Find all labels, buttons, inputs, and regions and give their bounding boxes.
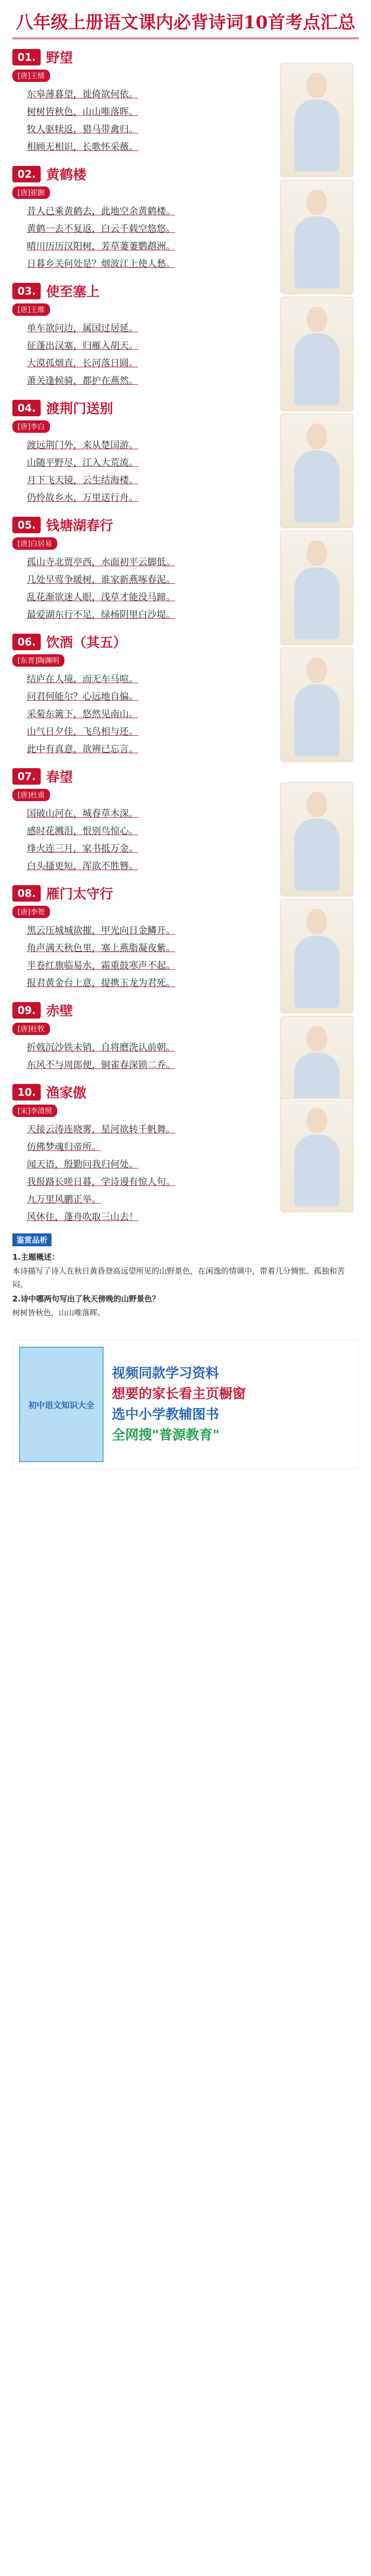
poem-section xyxy=(12,515,359,624)
poem-line: 单车欲问边，属国过居延。 xyxy=(27,323,138,334)
promo-line-2: 想要的家长看主页橱窗 xyxy=(112,1386,246,1402)
poet-portrait-image xyxy=(280,531,353,645)
poem-author: [唐]杜甫 xyxy=(12,789,50,801)
poem-line: 几处早莺争暖树，谁家新燕啄春泥。 xyxy=(27,574,175,585)
poet-portrait-image xyxy=(280,899,353,1013)
poem-line: 萧关逢候骑，都护在燕然。 xyxy=(27,376,138,386)
poem-author: [唐]李贺 xyxy=(12,906,50,918)
promo-line-3: 选中小学教辅图书 xyxy=(112,1407,220,1422)
poem-author: [东晋]陶渊明 xyxy=(12,654,64,667)
poem-title: 渔家傲 xyxy=(46,1086,87,1101)
poem-line: 黑云压城城欲摧，甲光向日金鳞开。 xyxy=(27,925,175,936)
book-cover xyxy=(19,1347,104,1462)
poem-line: 东皋薄暮望，徙倚欲何依。 xyxy=(27,89,138,100)
poem-line: 此中有真意，欲辨已忘言。 xyxy=(27,744,138,755)
book-title: 初中语文知识大全 xyxy=(28,1400,94,1410)
poem-line: 征蓬出汉塞，归雁入胡天。 xyxy=(27,341,138,351)
poem-line: 闻天语，殷勤问我归何处。 xyxy=(27,1159,138,1170)
poem-line: 仿佛梦魂归帝所。 xyxy=(27,1142,101,1153)
portrait-head-shape xyxy=(307,307,327,332)
poem-line: 山随平野尽，江入大荒流。 xyxy=(27,457,138,468)
portrait-head-shape xyxy=(307,1026,327,1052)
poem-line: 东风不与周郎便，铜雀春深锁二乔。 xyxy=(27,1060,175,1071)
promo-line-4: 全网搜"普源教育" xyxy=(112,1428,220,1443)
poem-line: 半卷红旗临易水，霜重鼓寒声不起。 xyxy=(27,960,175,971)
poem-section xyxy=(12,1001,359,1074)
portrait-head-shape xyxy=(307,423,327,449)
poem-line: 牧人驱犊返，猎马带禽归。 xyxy=(27,124,138,135)
poem-line: 我报路长嗟日暮，学诗谩有惊人句。 xyxy=(27,1177,175,1188)
poem-author: [唐]白居易 xyxy=(12,537,57,550)
poem-number: 07. xyxy=(12,768,41,785)
poem-line: 烽火连三月，家书抵万金。 xyxy=(27,843,138,854)
portrait-body-shape xyxy=(294,333,340,405)
poet-portrait-image xyxy=(280,414,353,528)
poem-number: 01. xyxy=(12,49,41,65)
poem-title: 钱塘湖春行 xyxy=(46,518,113,534)
poem-line: 大漠孤烟直，长河落日圆。 xyxy=(27,358,138,369)
poem-section xyxy=(12,164,359,273)
poem-title: 野望 xyxy=(46,50,73,66)
poem-line: 报君黄金台上意，提携玉龙为君死。 xyxy=(27,978,175,989)
poem-line: 九万里风鹏正举。 xyxy=(27,1194,101,1205)
portrait-head-shape xyxy=(307,73,327,98)
poem-line: 折戟沉沙铁未销，自将磨洗认前朝。 xyxy=(27,1042,175,1053)
poem-line: 国破山河在，城春草木深。 xyxy=(27,808,138,819)
portrait-body-shape xyxy=(294,819,340,891)
portrait-head-shape xyxy=(307,909,327,935)
poet-portrait-image xyxy=(280,63,353,177)
poem-title: 饮酒（其五） xyxy=(46,635,127,651)
page-title: 八年级上册语文课内必背诗词10首考点汇总 xyxy=(12,0,359,39)
poem-line: 仍怜故乡水，万里送行舟。 xyxy=(27,493,138,503)
poem-line: 结庐在人境，而无车马喧。 xyxy=(27,674,138,685)
portrait-head-shape xyxy=(307,190,327,215)
poem-author: [唐]王维 xyxy=(12,303,50,316)
poem-line: 感时花溅泪，恨别鸟惊心。 xyxy=(27,826,138,837)
question-2: 2.诗中哪两句写出了秋天傍晚的山野景色？ xyxy=(12,1294,160,1303)
poem-title: 黄鹤楼 xyxy=(46,167,87,183)
poem-section xyxy=(12,281,359,390)
poem-line: 渡远荆门外，来从楚国游。 xyxy=(27,440,138,451)
poem-number: 03. xyxy=(12,283,41,299)
poem-number: 08. xyxy=(12,885,41,902)
portrait-body-shape xyxy=(294,216,340,289)
poem-line: 天接云涛连晓雾，星河欲转千帆舞。 xyxy=(27,1124,175,1135)
portrait-body-shape xyxy=(294,567,340,639)
poet-portrait-image xyxy=(280,180,353,294)
poem-section xyxy=(12,1082,359,1226)
poem-line: 月下飞天镜，云生结海楼。 xyxy=(27,475,138,486)
poem-number: 09. xyxy=(12,1002,41,1019)
poet-portrait-image xyxy=(280,648,353,762)
poem-line: 问君何能尔？心远地自偏。 xyxy=(27,691,138,702)
poem-number: 04. xyxy=(12,400,41,416)
poem-line: 角声满天秋色里，塞上燕脂凝夜紫。 xyxy=(27,943,175,954)
poem-line: 山气日夕佳，飞鸟相与还。 xyxy=(27,726,138,737)
appreciation-tag: 鉴赏品析 xyxy=(12,1233,52,1246)
poem-section xyxy=(12,47,359,156)
promo-line-1: 视频同款学习资料 xyxy=(112,1366,220,1381)
poem-section xyxy=(12,767,359,875)
portrait-body-shape xyxy=(294,450,340,522)
portrait-body-shape xyxy=(294,99,340,172)
poem-line: 采菊东篱下，悠然见南山。 xyxy=(27,709,138,720)
poem-author: [宋]李清照 xyxy=(12,1105,57,1117)
portrait-body-shape xyxy=(294,936,340,1008)
poem-author: [唐]杜牧 xyxy=(12,1023,50,1035)
portrait-head-shape xyxy=(307,792,327,818)
question-1: 1.主题概述： xyxy=(12,1252,60,1262)
promo-banner xyxy=(12,1340,359,1469)
poet-portrait-image xyxy=(280,297,353,411)
poet-portrait-image xyxy=(280,782,353,896)
portrait-head-shape xyxy=(307,540,327,566)
poem-line: 风休住，蓬舟吹取三山去！ xyxy=(27,1212,138,1223)
appreciation-block xyxy=(12,1233,359,1319)
poem-number: 06. xyxy=(12,634,41,650)
poem-section xyxy=(12,398,359,507)
poem-title: 雁门太守行 xyxy=(46,887,113,902)
poem-title: 赤壁 xyxy=(46,1004,73,1019)
answer-2: 树树皆秋色，山山唯落晖。 xyxy=(12,1308,106,1317)
poem-line: 孤山寺北贾亭西，水面初平云脚低。 xyxy=(27,557,175,568)
poem-title: 渡荆门送别 xyxy=(46,401,113,417)
poem-section xyxy=(12,884,359,992)
poem-line: 黄鹤一去不复返，白云千载空悠悠。 xyxy=(27,224,175,234)
poem-line: 日暮乡关何处是？烟波江上使人愁。 xyxy=(27,259,175,269)
answer-1: 本诗描写了诗人在秋日黄昏登高远望所见的山野景色，在闲逸的情调中，带着几分惆怅、孤独和苦闷。 xyxy=(12,1266,345,1289)
portrait-body-shape xyxy=(294,1134,340,1207)
portrait-head-shape xyxy=(307,1108,327,1133)
portrait-head-shape xyxy=(307,657,327,683)
poet-portrait-image xyxy=(280,1098,353,1212)
poem-author: [唐]崔颢 xyxy=(12,187,50,199)
poem-author: [唐]王绩 xyxy=(12,70,50,82)
poem-line: 相顾无相识，长歌怀采薇。 xyxy=(27,142,138,152)
poem-number: 05. xyxy=(12,517,41,533)
poem-author: [唐]李白 xyxy=(12,420,50,433)
poem-line: 最爱湖东行不足，绿杨阴里白沙堤。 xyxy=(27,609,175,620)
poem-line: 树树皆秋色，山山唯落晖。 xyxy=(27,107,138,117)
poem-number: 10. xyxy=(12,1084,41,1100)
poem-line: 昔人已乘黄鹤去，此地空余黄鹤楼。 xyxy=(27,206,175,217)
promo-text xyxy=(112,1363,246,1446)
poem-list xyxy=(0,47,371,1226)
poem-line: 白头搔更短，浑欲不胜簪。 xyxy=(27,861,138,872)
poem-title: 使至塞上 xyxy=(46,284,100,300)
poem-number: 02. xyxy=(12,166,41,182)
portrait-body-shape xyxy=(294,684,340,756)
poem-line: 晴川历历汉阳树，芳草萋萋鹦鹉洲。 xyxy=(27,241,175,252)
poem-section xyxy=(12,632,359,758)
poem-line: 乱花渐欲迷人眼，浅草才能没马蹄。 xyxy=(27,592,175,603)
poem-title: 春望 xyxy=(46,770,73,785)
